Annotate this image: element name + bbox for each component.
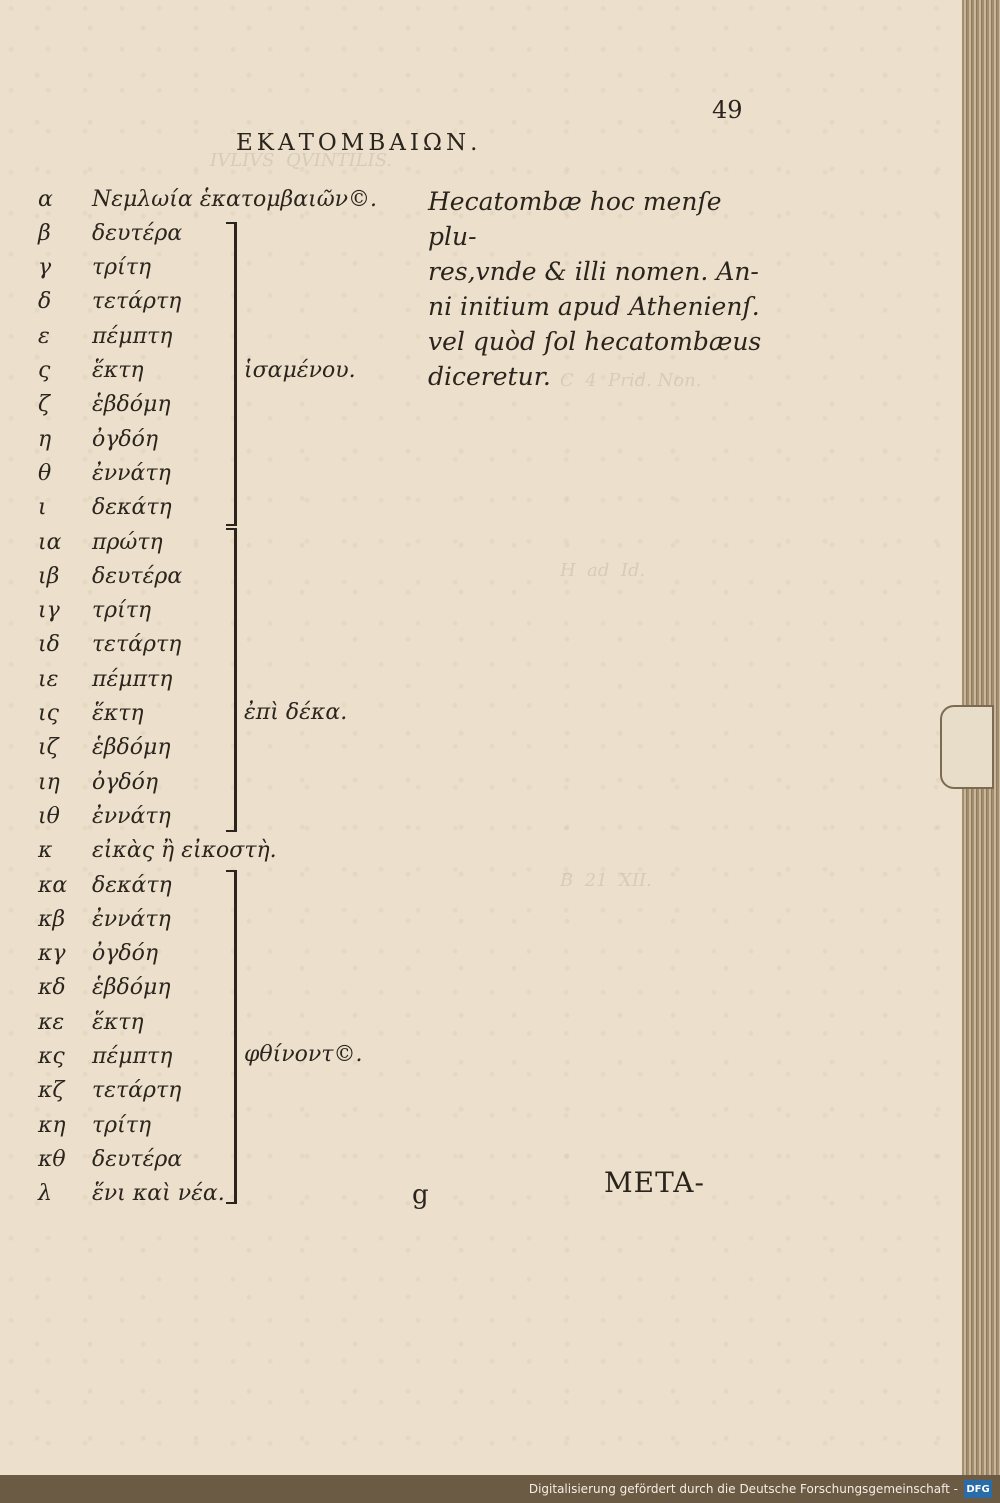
day-name: πρώτη <box>92 529 163 555</box>
day-numeral: κδ <box>38 975 66 1001</box>
day-row <box>38 422 158 456</box>
bleed-through: IVLIVS QVINTILIS. <box>210 150 393 171</box>
day-name: πέμπτη <box>92 666 173 692</box>
day-row <box>38 1142 182 1176</box>
note-line: res,vnde & illi nomen. An- <box>428 257 759 286</box>
day-row <box>38 971 171 1005</box>
day-numeral: ιδ <box>38 632 60 658</box>
brace-third-decade <box>226 870 237 1204</box>
day-row <box>38 799 171 833</box>
day-name: δευτέρα <box>92 563 183 589</box>
day-numeral: ιη <box>38 769 60 795</box>
day-numeral: ιβ <box>38 563 60 589</box>
running-head: ΕΚΑΤΟΜΒΑΙΩΝ. <box>236 130 482 156</box>
day-numeral: ις <box>38 701 59 726</box>
footer-bar <box>0 1475 1000 1503</box>
day-name: δευτέρα <box>92 1146 183 1172</box>
day-name: πέμπτη <box>92 1044 173 1069</box>
day-numeral: ια <box>38 529 62 555</box>
day-row <box>38 1040 172 1074</box>
day-numeral: κβ <box>38 906 66 932</box>
day-row <box>38 491 172 525</box>
day-numeral: κγ <box>38 941 66 967</box>
day-name: ἐννάτη <box>92 460 171 486</box>
day-name: ἕκτη <box>92 358 144 383</box>
day-numeral: ιζ <box>38 735 59 761</box>
brace-first-decade <box>226 222 237 526</box>
day-name: τρίτη <box>92 255 152 281</box>
day-row <box>38 216 182 250</box>
day-row <box>38 251 151 285</box>
day-row <box>38 525 163 559</box>
day-numeral: ε <box>38 323 50 349</box>
phase-label-third: φθίνοντ©. <box>244 1042 363 1067</box>
day-row <box>38 1108 151 1142</box>
day-row <box>38 937 158 971</box>
day-name: δεκάτη <box>92 495 172 521</box>
signature-mark: g <box>412 1180 429 1210</box>
day-row <box>38 868 172 902</box>
day-name: τρίτη <box>92 1112 152 1138</box>
note-line: Hecatombæ hoc menſe plu- <box>428 187 722 251</box>
bleed-through: B 21 XII. <box>560 870 652 891</box>
day-name: τρίτη <box>92 598 152 624</box>
day-numeral: κα <box>38 872 68 898</box>
phase-label-second: ἐπὶ δέκα. <box>244 700 348 725</box>
brace-second-decade <box>226 528 237 832</box>
day-row <box>38 902 171 936</box>
day-row <box>38 182 377 216</box>
note-line: vel quòd ſol hecatombæus <box>428 327 762 356</box>
day-row <box>38 319 172 353</box>
day-name: ἕνι καὶ νέα. <box>92 1181 225 1207</box>
day-numeral: β <box>38 220 51 246</box>
day-numeral: ιγ <box>38 598 60 624</box>
catchword: META- <box>604 1166 705 1199</box>
day-row <box>38 285 181 319</box>
day-row <box>38 388 171 422</box>
day-row <box>38 765 158 799</box>
dfg-logo: DFG <box>964 1480 992 1498</box>
day-row <box>38 697 144 731</box>
day-row <box>38 731 171 765</box>
marginal-note <box>428 184 768 394</box>
day-name: εἰκὰς ἢ εἰκοστὴ. <box>92 838 277 864</box>
day-numeral: ιθ <box>38 803 60 829</box>
day-numeral: λ <box>38 1181 52 1207</box>
day-numeral: α <box>38 186 53 212</box>
day-row <box>38 834 277 868</box>
note-line: diceretur. <box>428 362 551 391</box>
day-name: τετάρτη <box>92 289 182 315</box>
day-name: τετάρτη <box>92 632 182 658</box>
day-row <box>38 662 172 696</box>
day-name: ἑβδόμη <box>92 735 171 761</box>
day-name: τετάρτη <box>92 1078 182 1104</box>
day-numeral: ζ <box>38 392 50 418</box>
day-name: πέμπτη <box>92 323 173 349</box>
day-name: ὀγδόη <box>92 769 159 795</box>
day-row <box>38 628 181 662</box>
day-row <box>38 559 182 593</box>
day-numeral: ι <box>38 495 47 521</box>
day-numeral: κ <box>38 838 53 864</box>
day-numeral: κς <box>38 1044 65 1069</box>
day-row <box>38 1074 181 1108</box>
day-numeral: δ <box>38 289 52 315</box>
phase-label-first: ἱσαμένου. <box>244 358 356 383</box>
day-numeral: γ <box>38 255 52 281</box>
day-numeral: θ <box>38 460 52 486</box>
day-numeral: κε <box>38 1009 65 1035</box>
footer-text: Digitalisierung gefördert durch die Deutsche Forschungsgemeinschaft - <box>528 1482 958 1496</box>
day-name: ἕκτη <box>92 701 144 726</box>
day-name: ἐννάτη <box>92 803 171 829</box>
bleed-through: H ad Id. <box>560 560 646 581</box>
day-name: ἑβδόμη <box>92 392 171 418</box>
day-name: ἑβδόμη <box>92 975 171 1001</box>
day-name: ὀγδόη <box>92 941 159 967</box>
day-numeral: η <box>38 426 52 452</box>
day-row <box>38 594 151 628</box>
day-name: ἐννάτη <box>92 906 171 932</box>
day-numeral: κζ <box>38 1078 65 1104</box>
day-name: δευτέρα <box>92 220 183 246</box>
note-line: ni initium apud Athenienſ. <box>428 292 760 321</box>
day-row <box>38 1177 225 1211</box>
day-name: Νεμλωία ἑκατομβαιῶν©. <box>92 186 378 212</box>
page-number: 49 <box>712 96 743 124</box>
day-name: ἕκτη <box>92 1009 144 1035</box>
bleed-through: C 4 Prid. Non. <box>560 370 702 391</box>
day-name: ὀγδόη <box>92 426 159 452</box>
day-numeral: κθ <box>38 1146 66 1172</box>
day-numeral: ιε <box>38 666 59 692</box>
day-row <box>38 1005 144 1039</box>
page-tab <box>940 705 994 789</box>
day-name: δεκάτη <box>92 872 172 898</box>
day-numeral: κη <box>38 1112 66 1138</box>
day-row <box>38 354 144 388</box>
day-row <box>38 456 171 490</box>
day-numeral: ς <box>38 358 51 383</box>
